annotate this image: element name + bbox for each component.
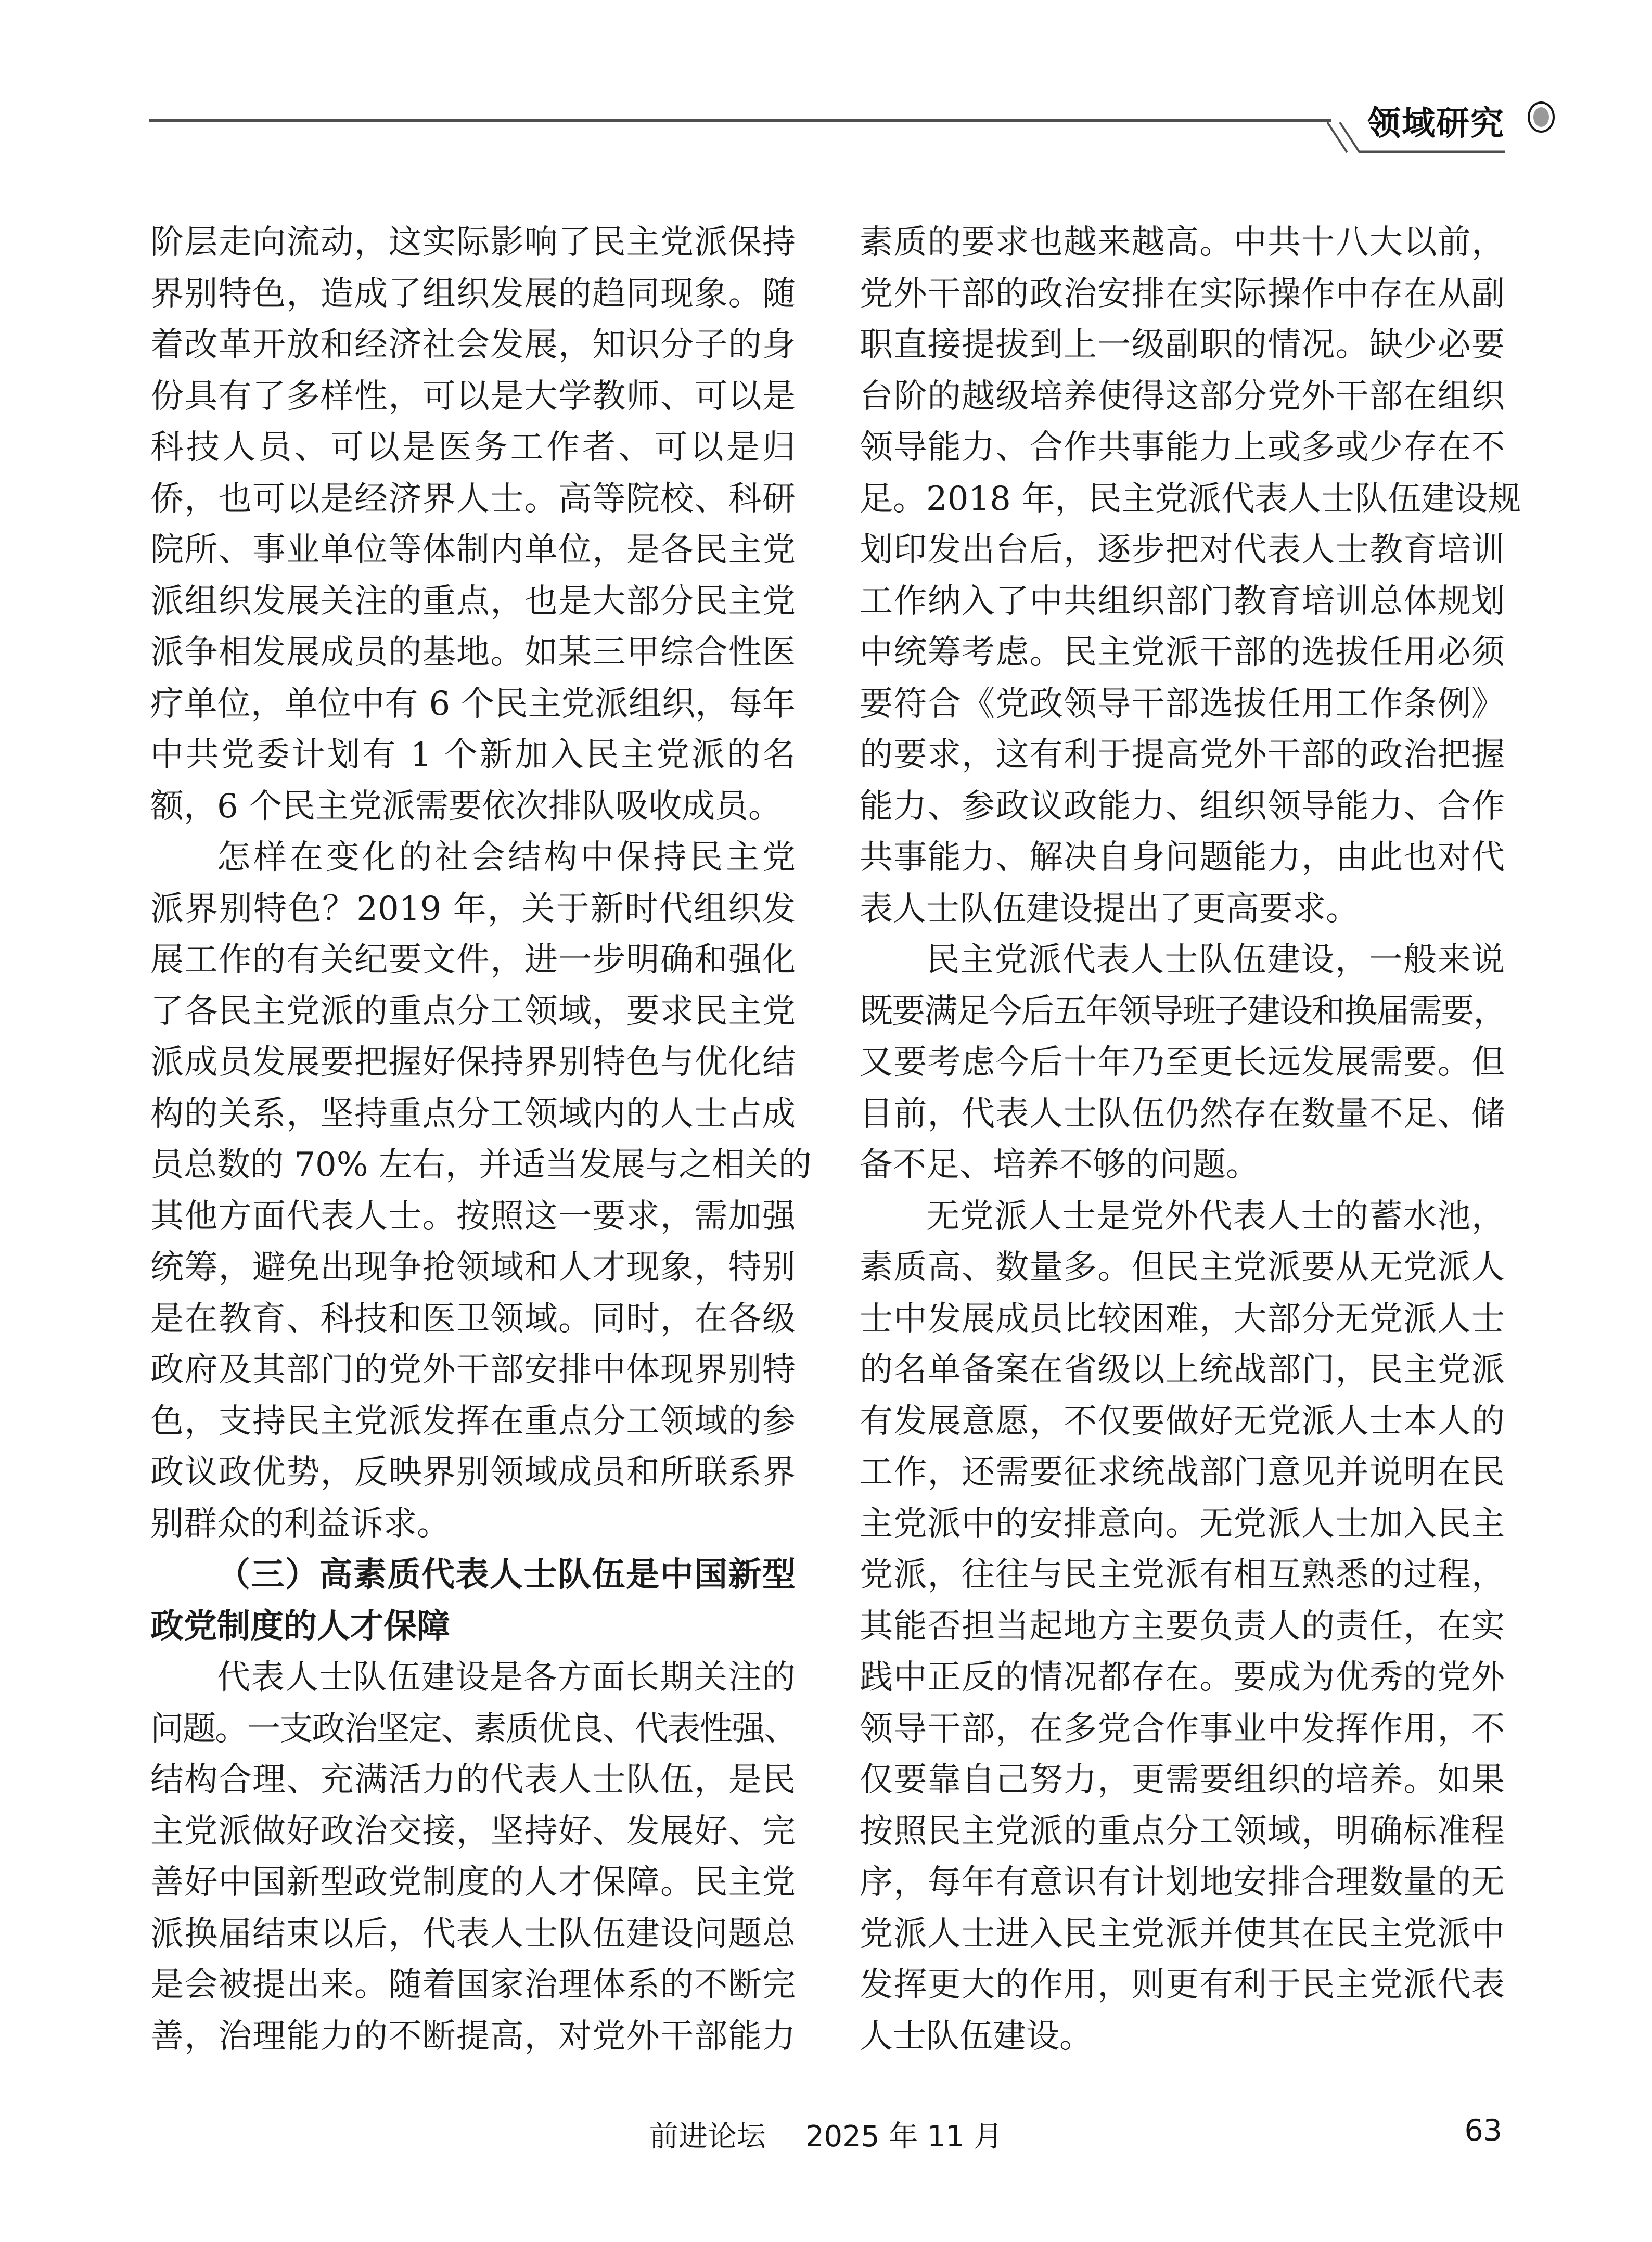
text-line: 共事能力、解决自身问题能力，由此也对代 xyxy=(860,838,1505,877)
text-line: 份具有了多样性，可以是大学教师、可以是 xyxy=(150,377,796,416)
text-line: 民主党派代表人士队伍建设，一般来说 xyxy=(926,941,1505,979)
text-line: 代表人士队伍建设是各方面长期关注的 xyxy=(217,1658,796,1697)
text-line: 士中发展成员比较困难，大部分无党派人士 xyxy=(860,1299,1505,1338)
text-line: 善好中国新型政党制度的人才保障。民主党 xyxy=(150,1863,796,1902)
text-line: 界别特色，造成了组织发展的趋同现象。随 xyxy=(150,274,796,313)
text-line: 额，6 个民主党派需要依次排队吸收成员。 xyxy=(150,787,782,826)
text-line: 着改革开放和经济社会发展，知识分子的身 xyxy=(150,326,796,364)
text-line: 的名单备案在省级以上统战部门，民主党派 xyxy=(860,1351,1505,1389)
text-line: 职直接提拔到上一级副职的情况。缺少必要 xyxy=(860,326,1505,364)
text-line: 仅要靠自己努力，更需要组织的培养。如果 xyxy=(860,1761,1505,1799)
text-line: 问题。一支政治坚定、素质优良、代表性强、 xyxy=(150,1709,796,1748)
left-column xyxy=(150,217,812,2062)
text-line: 派换届结束以后，代表人士队伍建设问题总 xyxy=(150,1914,796,1953)
text-line: 其他方面代表人士。按照这一要求，需加强 xyxy=(150,1197,796,1236)
text-line: 发挥更大的作用，则更有利于民主党派代表 xyxy=(860,1966,1505,2004)
text-line: 主党派中的安排意向。无党派人士加入民主 xyxy=(860,1504,1505,1543)
text-line: 中统筹考虑。民主党派干部的选拔任用必须 xyxy=(860,633,1505,672)
text-line: 怎样在变化的社会结构中保持民主党 xyxy=(217,838,796,877)
subsection-heading-line: （三）高素质代表人士队伍是中国新型 xyxy=(217,1555,796,1594)
text-line: 党派人士进入民主党派并使其在民主党派中 xyxy=(860,1914,1505,1953)
text-line: 工作，还需要征求统战部门意见并说明在民 xyxy=(860,1453,1505,1492)
right-column xyxy=(860,217,1521,2062)
text-line: 足。2018 年，民主党派代表人士队伍建设规 xyxy=(860,479,1521,518)
text-line: 划印发出台后，逐步把对代表人士教育培训 xyxy=(860,531,1505,569)
text-line: 院所、事业单位等体制内单位，是各民主党 xyxy=(150,531,796,569)
text-line: 表人士队伍建设提出了更高要求。 xyxy=(860,889,1359,928)
text-line: 既要满足今后五年领导班子建设和换届需要， xyxy=(860,992,1505,1031)
text-line: 践中正反的情况都存在。要成为优秀的党外 xyxy=(860,1658,1505,1697)
page-footer xyxy=(0,2113,1652,2155)
text-line: 素质高、数量多。但民主党派要从无党派人 xyxy=(860,1248,1505,1287)
text-line: 政议政优势，反映界别领域成员和所联系界 xyxy=(150,1453,796,1492)
text-line: 侨，也可以是经济界人士。高等院校、科研 xyxy=(150,479,796,518)
text-line: 无党派人士是党外代表人士的蓄水池， xyxy=(926,1197,1505,1236)
text-line: 党外干部的政治安排在实际操作中存在从副 xyxy=(860,274,1505,313)
text-line: 构的关系，坚持重点分工领域内的人士占成 xyxy=(150,1094,796,1133)
text-line: 工作纳入了中共组织部门教育培训总体规划 xyxy=(860,582,1505,621)
text-line: 素质的要求也越来越高。中共十八大以前， xyxy=(860,223,1505,262)
text-line: 要符合《党政领导干部选拔任用工作条例》 xyxy=(860,684,1505,723)
text-line: 中共党委计划有 1 个新加入民主党派的名 xyxy=(150,736,796,774)
text-line: 序，每年有意识有计划地安排合理数量的无 xyxy=(860,1863,1505,1902)
text-line: 有发展意愿，不仅要做好无党派人士本人的 xyxy=(860,1402,1505,1441)
text-line: 阶层走向流动，这实际影响了民主党派保持 xyxy=(150,223,796,262)
text-line: 台阶的越级培养使得这部分党外干部在组织 xyxy=(860,377,1505,416)
circle-dot-inner xyxy=(1533,107,1549,127)
text-line: 展工作的有关纪要文件，进一步明确和强化 xyxy=(150,941,796,979)
text-line: 目前，代表人士队伍仍然存在数量不足、储 xyxy=(860,1094,1505,1133)
text-line: 疗单位，单位中有 6 个民主党派组织，每年 xyxy=(150,684,796,723)
page-number: 63 xyxy=(1464,2113,1502,2148)
text-line: 别群众的利益诉求。 xyxy=(150,1504,450,1543)
text-line: 派成员发展要把握好保持界别特色与优化结 xyxy=(150,1043,796,1082)
text-line: 结构合理、充满活力的代表人士队伍，是民 xyxy=(150,1761,796,1799)
text-line: 领导能力、合作共事能力上或多或少存在不 xyxy=(860,428,1505,467)
text-line: 色，支持民主党派发挥在重点分工领域的参 xyxy=(150,1402,796,1441)
text-line: 党派，往往与民主党派有相互熟悉的过程， xyxy=(860,1556,1505,1594)
text-line: 按照民主党派的重点分工领域，明确标准程 xyxy=(860,1812,1505,1851)
text-line: 其能否担当起地方主要负责人的责任，在实 xyxy=(860,1607,1505,1646)
journal-name: 前进论坛 xyxy=(649,2120,766,2154)
circle-dot-icon xyxy=(1528,101,1555,133)
text-line: 是会被提出来。随着国家治理体系的不断完 xyxy=(150,1966,796,2004)
text-line: 主党派做好政治交接，坚持好、发展好、完 xyxy=(150,1812,796,1851)
issue-date: 2025 年 11 月 xyxy=(805,2120,1003,2154)
text-line: 统筹，避免出现争抢领域和人才现象，特别 xyxy=(150,1248,796,1287)
text-line: 是在教育、科技和医卫领域。同时，在各级 xyxy=(150,1299,796,1338)
text-line: 的要求，这有利于提高党外干部的政治把握 xyxy=(860,736,1505,774)
text-line: 科技人员、可以是医务工作者、可以是归 xyxy=(150,428,796,467)
text-line: 派争相发展成员的基地。如某三甲综合性医 xyxy=(150,633,796,672)
text-line: 了各民主党派的重点分工领域，要求民主党 xyxy=(150,992,796,1031)
text-line: 人士队伍建设。 xyxy=(860,2017,1093,2056)
text-line: 领导干部，在多党合作事业中发挥作用，不 xyxy=(860,1709,1505,1748)
text-line: 备不足、培养不够的问题。 xyxy=(860,1146,1259,1184)
text-line: 能力、参政议政能力、组织领导能力、合作 xyxy=(860,787,1505,826)
text-line: 政府及其部门的党外干部安排中体现界别特 xyxy=(150,1351,796,1389)
text-line: 员总数的 70% 左右，并适当发展与之相关的 xyxy=(150,1146,812,1184)
subsection-heading-line: 政党制度的人才保障 xyxy=(150,1606,450,1646)
text-line: 派组织发展关注的重点，也是大部分民主党 xyxy=(150,582,796,621)
text-line: 又要考虑今后十年乃至更长远发展需要。但 xyxy=(860,1043,1505,1082)
text-line: 派界别特色？2019 年，关于新时代组织发 xyxy=(150,889,796,928)
text-line: 善，治理能力的不断提高，对党外干部能力 xyxy=(150,2017,796,2056)
section-title: 领域研究 xyxy=(1367,104,1505,143)
